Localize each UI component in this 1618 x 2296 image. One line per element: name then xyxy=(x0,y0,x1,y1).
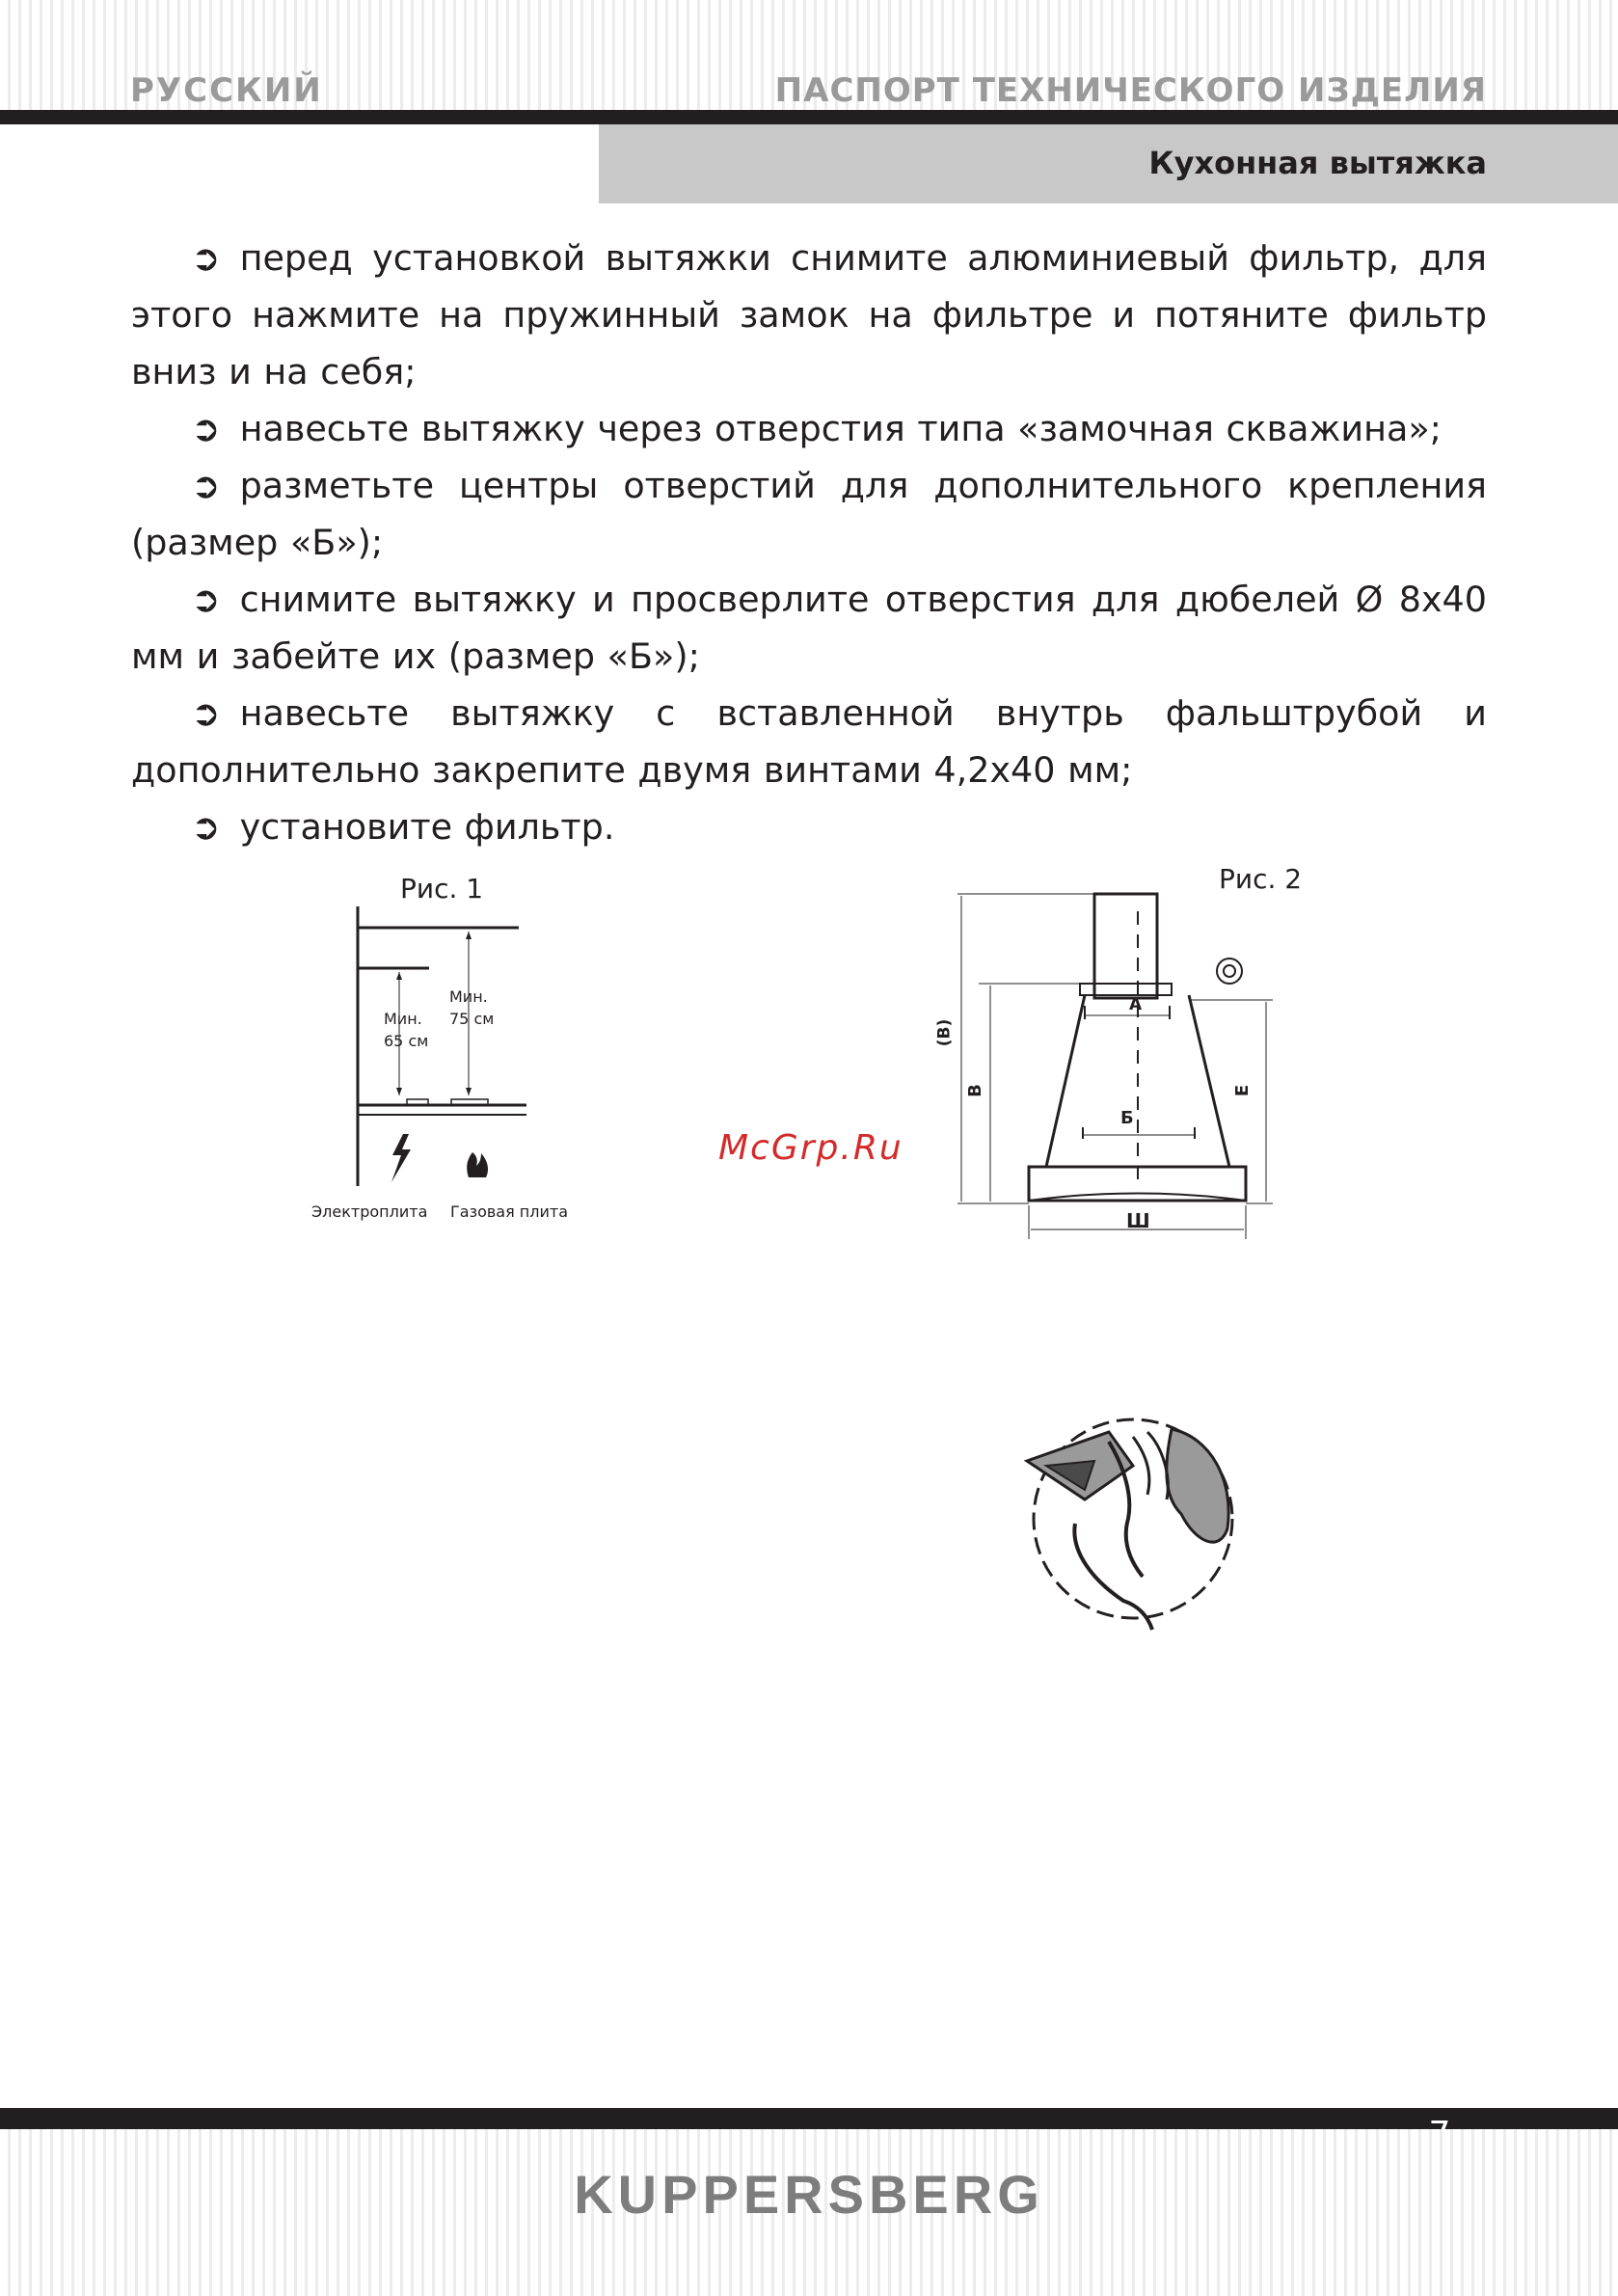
lightning-icon xyxy=(391,1134,411,1182)
instruction-text: навесьте вытяжку через отверстия типа «замочная скважина»; xyxy=(239,408,1442,449)
dim-v-paren-label: (B) xyxy=(934,1018,955,1047)
instruction-item xyxy=(131,571,1487,685)
flame-icon xyxy=(467,1152,488,1177)
electric-min-label-line2: 65 см xyxy=(384,1032,429,1050)
instruction-text: навесьте вытяжку с вставленной внутрь фальштрубой и дополнительно закрепите двумя винтами 4,2x40 мм; xyxy=(131,692,1487,791)
arrow-bullet-icon: ➲ xyxy=(191,408,221,449)
instruction-text: установите фильтр. xyxy=(239,806,615,848)
gas-min-label-line2: 75 см xyxy=(449,1010,495,1028)
instruction-item xyxy=(131,457,1487,571)
header-language: РУССКИЙ xyxy=(130,71,323,110)
arrow-bullet-icon: ➲ xyxy=(191,579,221,620)
watermark: McGrp.Ru xyxy=(718,1128,903,1168)
dim-v-label: B xyxy=(964,1084,985,1097)
electric-min-label-line1: Мин. xyxy=(384,1010,422,1028)
footer-bar xyxy=(0,2108,1618,2129)
hood-dimensions-diagram xyxy=(940,882,1287,1258)
figure-2-title: Рис. 2 xyxy=(1219,863,1303,895)
figure-1-title: Рис. 1 xyxy=(400,873,484,905)
instruction-item xyxy=(131,798,1487,855)
arrow-bullet-icon: ➲ xyxy=(191,692,221,734)
electric-stove-label: Электроплита xyxy=(311,1202,428,1221)
arrow-bullet-icon: ➲ xyxy=(191,237,221,279)
dim-b-label: Б xyxy=(1120,1108,1134,1128)
filter-removal-illustration xyxy=(1017,1408,1258,1639)
instruction-text: снимите вытяжку и просверлите отверстия для дюбелей Ø 8x40 мм и забейте их (размер «Б»); xyxy=(131,579,1487,677)
product-title: Кухонная вытяжка xyxy=(1148,145,1487,181)
gas-stove-label: Газовая плита xyxy=(450,1202,569,1221)
header-divider xyxy=(0,110,1618,124)
instruction-list xyxy=(131,230,1487,855)
instruction-item xyxy=(131,400,1487,457)
instruction-item xyxy=(131,685,1487,798)
dim-e-label: E xyxy=(1232,1084,1254,1097)
instruction-text: разметьте центры отверстий для дополнительного крепления (размер «Б»); xyxy=(131,465,1487,563)
gas-min-label-line1: Мин. xyxy=(449,987,488,1006)
instruction-text: перед установкой вытяжки снимите алюминиевый фильтр, для этого нажмите на пружинный замок на фильтре и потяните фильтр вниз и на себя; xyxy=(131,237,1487,392)
dim-a-label: A xyxy=(1129,995,1143,1014)
mounting-height-diagram xyxy=(289,897,579,1186)
dim-sh-label: Ш xyxy=(1126,1209,1150,1232)
arrow-bullet-icon: ➲ xyxy=(191,806,221,848)
header-document-type: ПАСПОРТ ТЕХНИЧЕСКОГО ИЗДЕЛИЯ xyxy=(774,71,1487,110)
brand-logo: KUPPERSBERG xyxy=(574,2164,1044,2225)
arrow-bullet-icon: ➲ xyxy=(191,465,221,506)
instruction-item xyxy=(131,230,1487,400)
